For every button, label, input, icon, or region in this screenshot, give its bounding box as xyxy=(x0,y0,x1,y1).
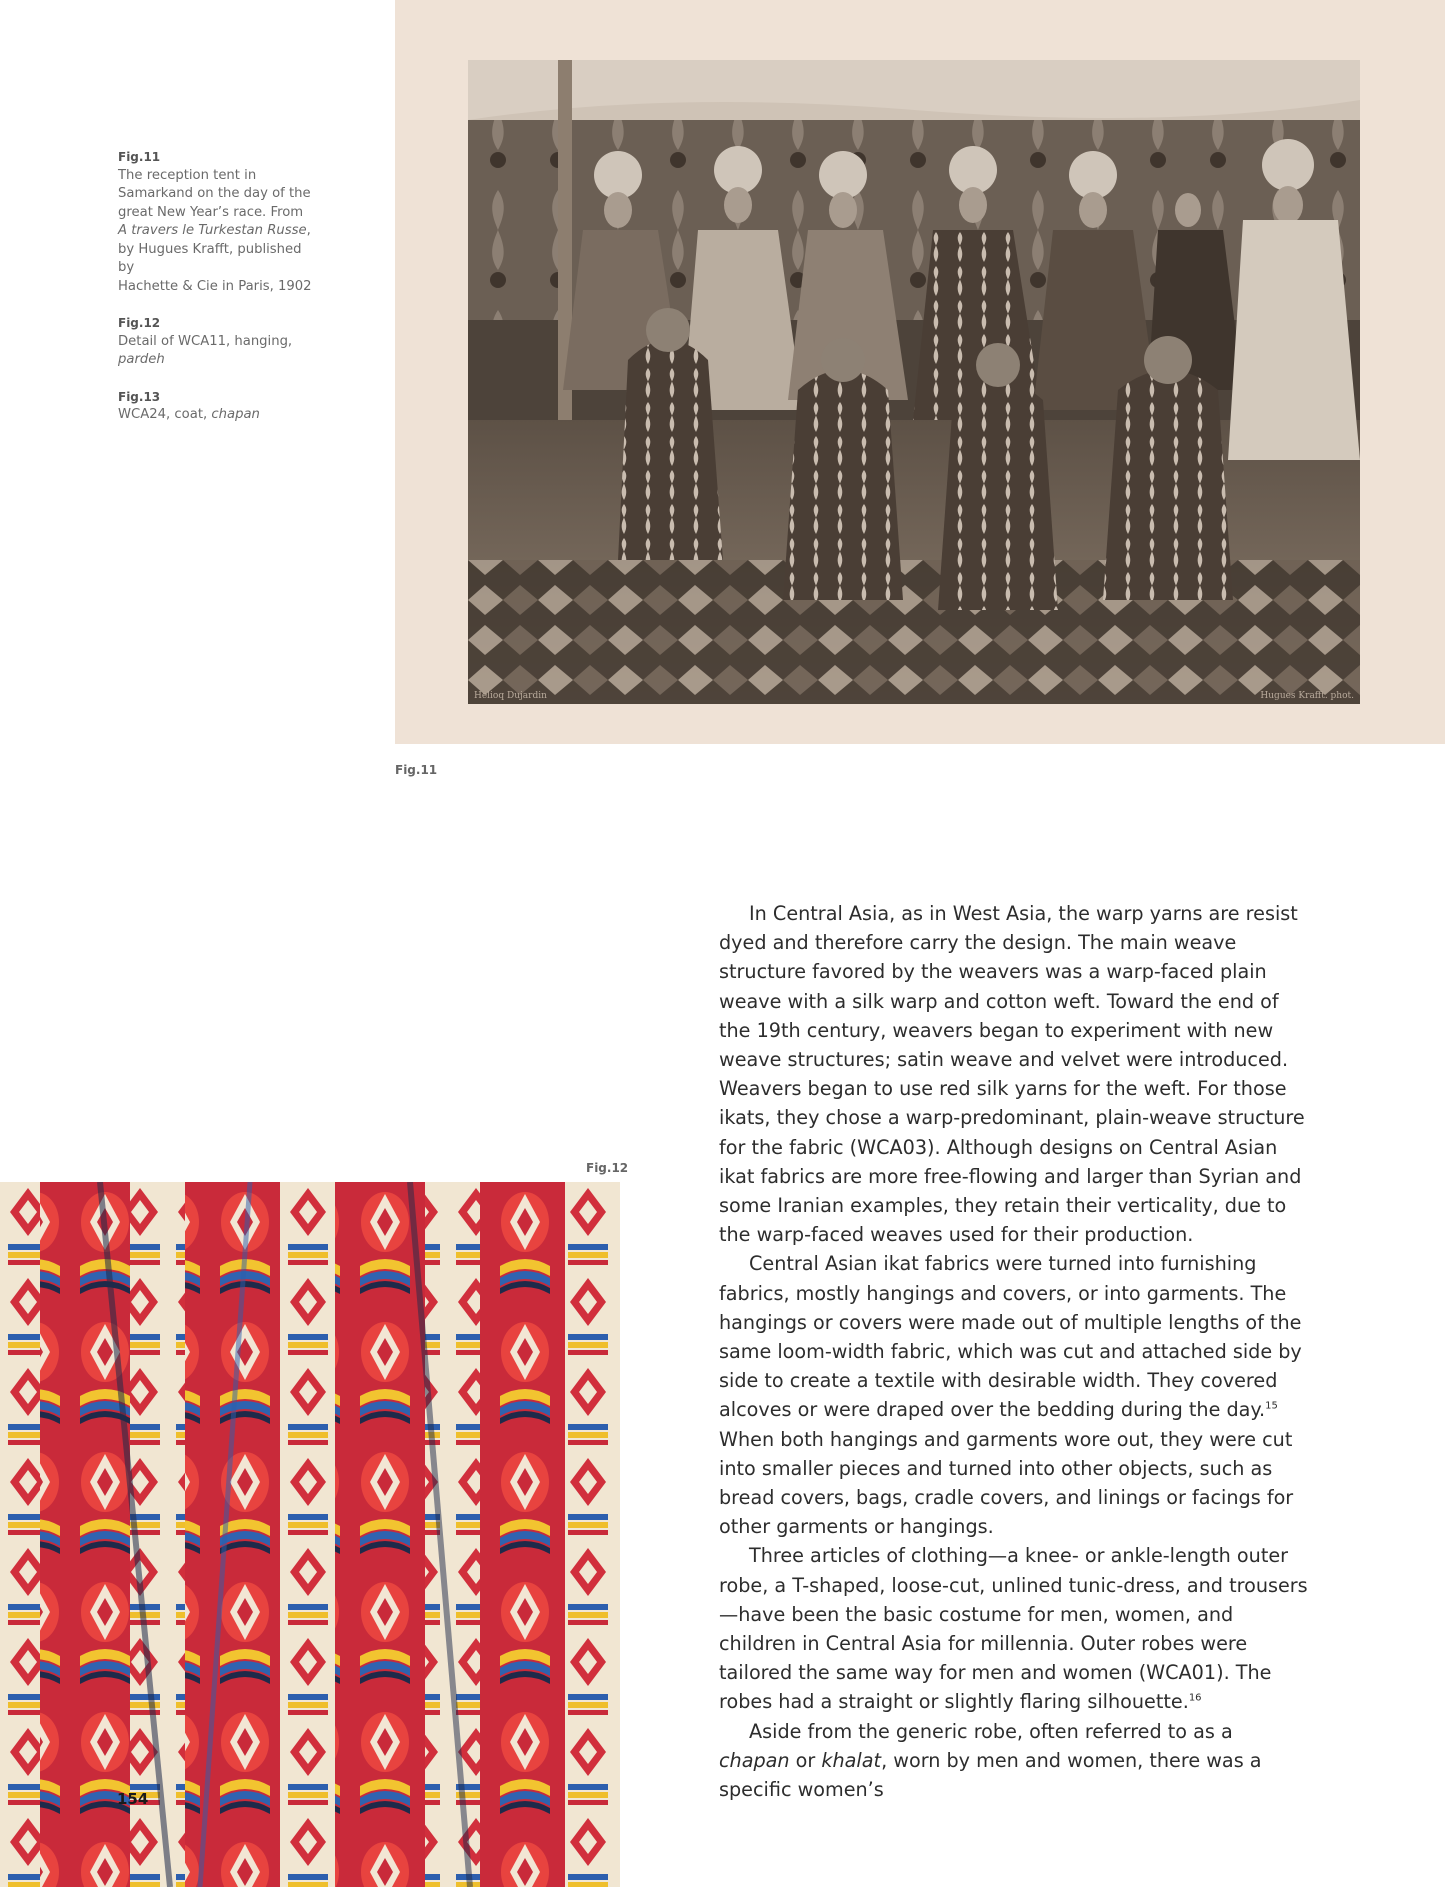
caption-fig12-term: pardeh xyxy=(118,352,165,367)
figure-12-ikat-detail xyxy=(0,1182,620,1887)
caption-fig11 xyxy=(118,148,318,296)
paragraph-4-text-c: , worn by men and women, there was a specific women’s xyxy=(719,1748,1262,1802)
figure-captions xyxy=(118,148,318,443)
term-chapan: chapan xyxy=(719,1748,790,1772)
caption-fig13-term: chapan xyxy=(211,407,260,422)
ikat-textile-image xyxy=(0,1182,620,1887)
paragraph-4 xyxy=(719,1717,1309,1805)
caption-fig12 xyxy=(118,314,318,370)
figure-11-photograph xyxy=(468,60,1360,704)
paragraph-2-text-b: When both hangings and garments wore out, they were cut into smaller pieces and turned into other objects, such as bread covers, bags, cradle covers, and linings or facings for other garments or hangings. xyxy=(719,1427,1294,1539)
caption-fig12-label: Fig.12 xyxy=(118,316,161,330)
caption-fig13 xyxy=(118,388,318,425)
body-text xyxy=(719,899,1309,1804)
caption-fig11-label: Fig.11 xyxy=(118,150,161,164)
caption-fig12-line: Detail of WCA11, hanging, xyxy=(118,333,293,349)
caption-fig11-book-title: A travers le Turkestan Russe xyxy=(118,223,307,238)
caption-fig13-line: WCA24, coat, xyxy=(118,407,208,422)
tent-reception-photo xyxy=(468,60,1360,704)
paragraph-4-text-a: Aside from the generic robe, often referred to as a xyxy=(749,1719,1233,1743)
paragraph-3 xyxy=(719,1541,1309,1716)
caption-fig11-line: Samarkand on the day of the xyxy=(118,186,311,201)
paragraph-2-text-a: Central Asian ikat fabrics were turned into furnishing fabrics, mostly hangings and covers, or into garments. The hangings or covers were made out of multiple lengths of the same loom-width fabric, which was cut and attached side by side to create a textile with desirable width. They covered alcoves or were draped over the bedding during the day. xyxy=(719,1252,1302,1422)
page-number: 154 xyxy=(117,1790,149,1808)
plate-credit-right: Hugues Krafft. phot. xyxy=(1260,691,1354,701)
caption-fig11-line: The reception tent in xyxy=(118,167,257,183)
caption-fig13-label: Fig.13 xyxy=(118,389,161,404)
paragraph-2 xyxy=(719,1249,1309,1541)
paragraph-1: In Central Asia, as in West Asia, the warp yarns are resist dyed and therefore carry the design. The main weave structure favored by the weavers was a warp-faced plain weave with a silk warp and cotton weft. Toward the end of the 19th century, weavers began to experiment with new weave structures; satin weave and velvet were introduced. Weavers began to use red silk yarns for the weft. For those ikats, they chose a warp-predominant, plain-weave structure for the fabric (WCA03). Although designs on Central Asian ikat fabrics are more free-flowing and larger than Syrian and some Iranian examples, they retain their verticality, due to the warp-faced weaves used for their production. xyxy=(719,902,1305,1247)
footnote-ref-15: 15 xyxy=(1265,1401,1278,1413)
caption-fig11-line: Hachette & Cie in Paris, 1902 xyxy=(118,278,312,294)
caption-fig11-comma: , xyxy=(306,223,311,238)
paragraph-4-text-b: or xyxy=(789,1748,822,1772)
footnote-ref-16: 16 xyxy=(1188,1693,1202,1705)
term-khalat: khalat xyxy=(821,1748,882,1772)
caption-fig11-line: by Hugues Krafft, published by xyxy=(118,241,302,275)
figure-11-label: Fig.11 xyxy=(395,763,438,777)
caption-fig11-line: great New Year’s race. From xyxy=(118,204,304,220)
figure-12-label: Fig.12 xyxy=(586,1161,629,1175)
plate-credit-left: Helioq Dujardin xyxy=(474,691,547,701)
paragraph-3-text: Three articles of clothing—a knee- or ankle-length outer robe, a T-shaped, loose-cut, unlined tunic-dress, and trousers—have been the basic costume for men, women, and children in Central Asia for millennia. Outer robes were tailored the same way for men and women (WCA01). The robes had a straight or slightly flaring silhouette. xyxy=(719,1544,1308,1714)
